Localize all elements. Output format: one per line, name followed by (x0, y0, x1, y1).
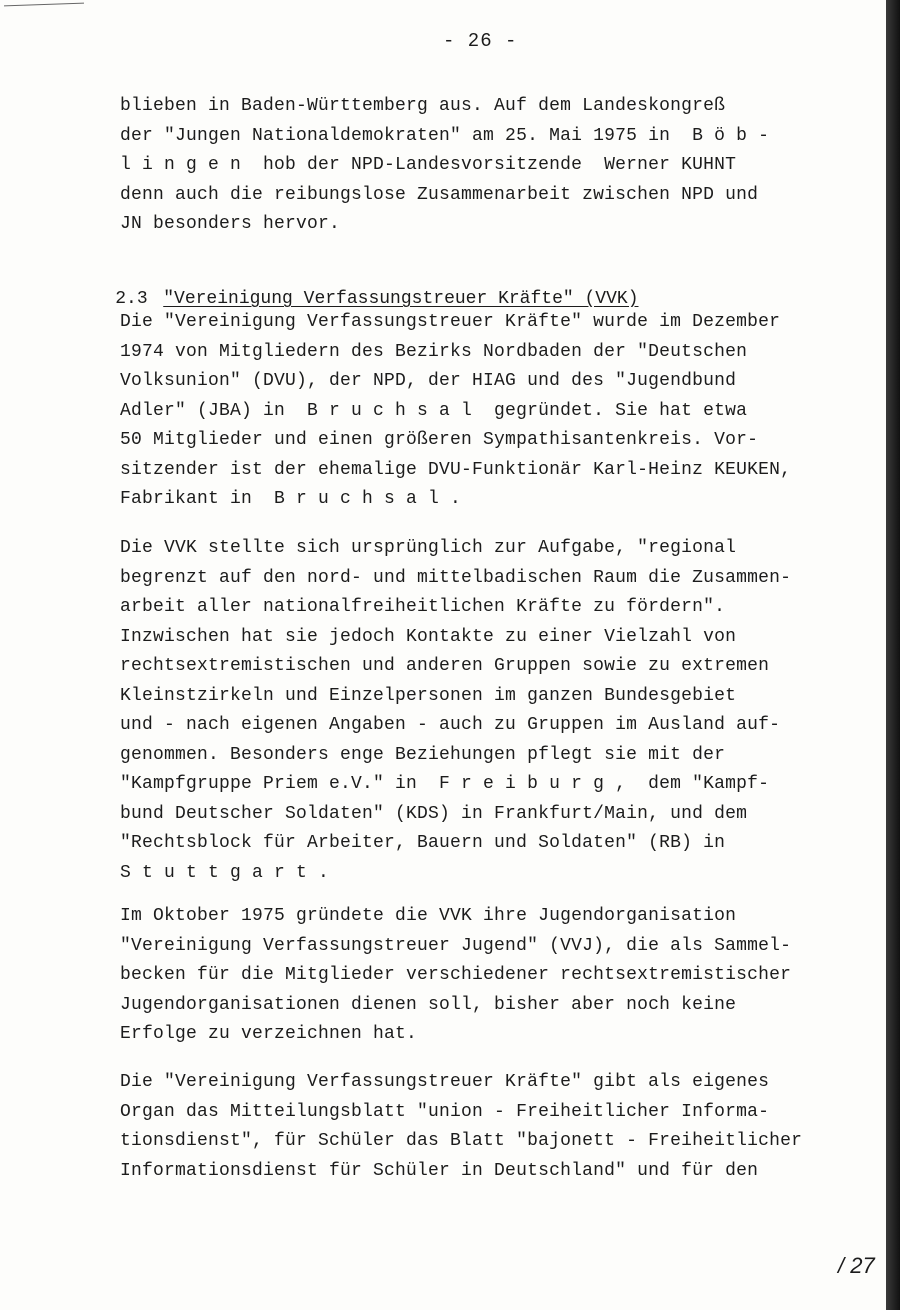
text-line: Inzwischen hat sie jedoch Kontakte zu einer Vielzahl von (120, 626, 737, 647)
text-line: "Rechtsblock für Arbeiter, Bauern und Soldaten" (RB) in (120, 833, 726, 853)
paragraph-1 (120, 308, 860, 515)
text-line: Im Oktober 1975 gründete die VVK ihre Jugendorganisation (120, 906, 737, 926)
paragraph-3 (120, 902, 860, 1050)
text-line: Die VVK stellte sich ursprünglich zur Aufgabe, "regional (120, 538, 737, 558)
text-line: genommen. Besonders enge Beziehungen pflegt sie mit der (120, 744, 726, 765)
text-line: 50 Mitglieder und einen größeren Sympathisantenkreis. Vor- (120, 430, 759, 450)
text-line: "Kampfgruppe Priem e.V." in F r e i b u r g , dem "Kampf- (120, 774, 770, 794)
text-line: rechtsextremistischen und anderen Gruppen sowie zu extremen (120, 656, 770, 676)
text-line: denn auch die reibungslose Zusammenarbeit zwischen NPD und (120, 184, 759, 205)
scan-mark (4, 3, 84, 7)
text-line: l i n g e n hob der NPD-Landesvorsitzende Werner KUHNT (120, 155, 737, 175)
text-line: arbeit aller nationalfreiheitlichen Kräfte zu fördern". (120, 597, 726, 617)
text-line: Fabrikant in B r u c h s a l . (120, 489, 462, 509)
text-line: Jugendorganisationen dienen soll, bisher aber noch keine (120, 994, 737, 1015)
text-line: tionsdienst", für Schüler das Blatt "bajonett - Freiheitlicher (120, 1131, 803, 1151)
text-line: JN besonders hervor. (120, 214, 341, 234)
text-line: Kleinstzirkeln und Einzelpersonen im ganzen Bundesgebiet (120, 685, 737, 706)
text-line: blieben in Baden-Württemberg aus. Auf dem Landeskongreß (120, 96, 726, 116)
paragraph-2 (120, 534, 860, 888)
text-line: sitzender ist der ehemalige DVU-Funktionär Karl-Heinz KEUKEN, (120, 459, 792, 480)
text-line: Die "Vereinigung Verfassungstreuer Kräfte" wurde im Dezember (120, 312, 781, 332)
text-line: Die "Vereinigung Verfassungstreuer Kräfte" gibt als eigenes (120, 1072, 770, 1092)
intro-paragraph (120, 92, 860, 240)
text-line: S t u t t g a r t . (120, 862, 330, 883)
text-line: Volksunion" (DVU), der NPD, der HIAG und des "Jugendbund (120, 371, 737, 391)
text-line: Adler" (JBA) in B r u c h s a l gegründet. Sie hat etwa (120, 400, 748, 421)
text-line: becken für die Mitglieder verschiedener rechtsextremistischer (120, 965, 792, 985)
text-line: Erfolge zu verzeichnen hat. (120, 1024, 418, 1044)
text-line: Informationsdienst für Schüler in Deutschland" und für den (120, 1160, 759, 1181)
page-number: - 26 - (443, 30, 518, 52)
continuation-marker: / 27 (838, 1253, 875, 1278)
text-line: Organ das Mitteilungsblatt "union - Freiheitlicher Informa- (120, 1101, 770, 1122)
section-title: "Vereinigung Verfassungstreuer Kräfte" (VVK) (163, 289, 639, 309)
text-line: bund Deutscher Soldaten" (KDS) in Frankfurt/Main, und dem (120, 803, 748, 824)
text-line: und - nach eigenen Angaben - auch zu Gruppen im Ausland auf- (120, 715, 781, 735)
text-line: der "Jungen Nationaldemokraten" am 25. Mai 1975 in B ö b - (120, 125, 770, 146)
text-line: 1974 von Mitgliedern des Bezirks Nordbaden der "Deutschen (120, 341, 748, 362)
scan-edge (886, 0, 900, 1310)
text-line: begrenzt auf den nord- und mittelbadischen Raum die Zusammen- (120, 567, 792, 588)
text-line: "Vereinigung Verfassungstreuer Jugend" (VVJ), die als Sammel- (120, 935, 792, 956)
section-number: 2.3 (115, 289, 148, 309)
paragraph-4 (120, 1068, 860, 1186)
